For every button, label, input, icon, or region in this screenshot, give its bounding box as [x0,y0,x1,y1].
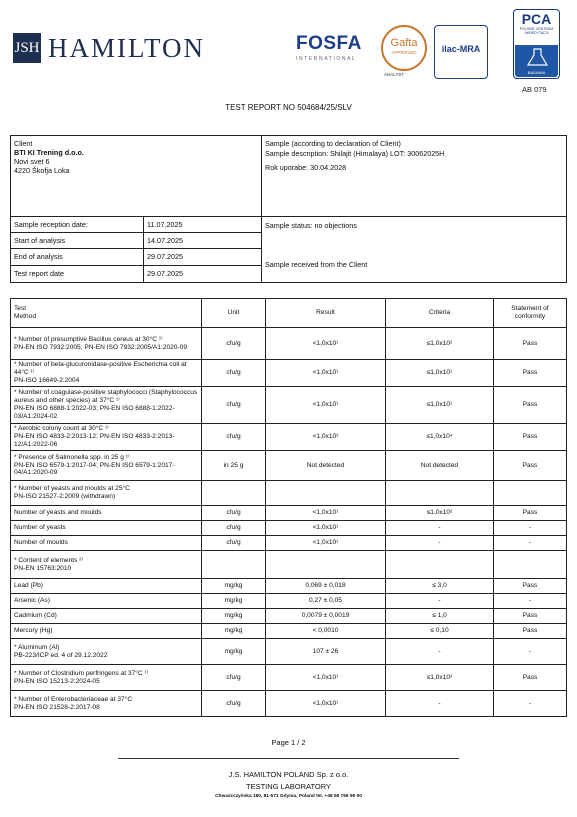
row-statement: - [494,691,567,717]
row-criteria: ≤ 0,10 [386,624,494,639]
row-statement: - [494,521,567,536]
row-criteria: - [386,639,494,665]
row-statement: - [494,594,567,609]
row-statement: Pass [494,506,567,521]
row-method: Number of yeasts and moulds [11,506,202,521]
row-method: * Content of elements ²⁾ PN-EN 15763:2010 [11,551,202,579]
table-row [11,609,567,624]
table-row [11,536,567,551]
gafta-logo [381,25,427,71]
row-statement [494,551,567,579]
table-row [11,328,567,360]
row-method: * Number of Clostridium perfringens at 37°C ¹⁾ PN-EN ISO 15213-2:2024-05 [11,665,202,691]
row-criteria [386,551,494,579]
hamilton-logo-mark: JSH [13,33,41,63]
row-unit: cfu/g [202,665,266,691]
header-result: Result [266,299,386,328]
header-criteria: Criteria [386,299,494,328]
row-method: Lead (Pb) [11,579,202,594]
pca-badania: BADANIA [527,70,546,75]
row-unit: cfu/g [202,536,266,551]
row-criteria: - [386,691,494,717]
row-unit: cfu/g [202,424,266,451]
flask-icon [515,45,560,69]
hamilton-logo-text: HAMILTON [48,33,206,63]
sample-info-box [261,135,567,217]
row-method: Mercury (Hg) [11,624,202,639]
client-city: 4220 Škofja Loka [14,166,70,175]
client-box [10,135,262,217]
table-row [11,579,567,594]
row-result: <1,0x10¹ [266,665,386,691]
row-method: * Presence of Salmonella spp. in 25 g ¹⁾ PN-EN ISO 6579-1:2017-04; PN-EN ISO 6579-1:2017-04/A1:2020-09 [11,451,202,481]
pca-name: PCA [521,11,552,27]
date-label: End of analysis [10,248,144,266]
row-criteria: ≤1,0x10¹ [386,387,494,424]
row-method: * Number of beta-glucuronidase-positive Escherichia coli at 44°C ¹⁾ PN-ISO 16649-2:2004 [11,360,202,387]
row-result: <1,0x10¹ [266,536,386,551]
footer-divider [118,758,459,759]
row-method: Number of yeasts [11,521,202,536]
sample-expiry: Rok uporabe: 30.04.2028 [265,163,347,172]
row-method: * Number of Enterobacteriaceae at 37°C PN-EN ISO 21528-2:2017-08 [11,691,202,717]
header-statement: Statement of conformity [494,299,567,328]
row-criteria: ≤ 1,0 [386,609,494,624]
client-label: Client [14,139,33,148]
row-statement: - [494,536,567,551]
date-value: 14.07.2025 [143,232,262,249]
fosfa-name: FOSFA [296,33,362,54]
date-value: 29.07.2025 [143,265,262,283]
fosfa-sub: INTERNATIONAL [296,56,357,62]
row-unit: cfu/g [202,691,266,717]
ilac-mra-logo [434,25,488,79]
row-criteria: ≤1,0x10⁴ [386,424,494,451]
table-header-row [11,299,567,328]
row-unit: mg/kg [202,639,266,665]
row-criteria: ≤1,0x10² [386,506,494,521]
row-method: * Aerobic colony count at 30°C ¹⁾ PN-EN ISO 4833-2:2013-12; PN-EN ISO 4833-2:2013-12/A1:2022-06 [11,424,202,451]
row-method: * Aluminum (Al) PB-223/ICP ed. 4 of 29.12.2022 [11,639,202,665]
row-statement [494,481,567,506]
row-result: < 0,0010 [266,624,386,639]
row-result: 0,0079 ± 0,0019 [266,609,386,624]
row-statement: Pass [494,328,567,360]
gafta-sub: ANALYST [384,72,405,77]
row-unit: cfu/g [202,387,266,424]
row-criteria: ≤1,0x10² [386,328,494,360]
client-name: BTI KI Trening d.o.o. [14,148,84,157]
row-criteria [386,481,494,506]
results-table-body [11,328,567,717]
table-row [11,424,567,451]
row-criteria: - [386,594,494,609]
row-unit: cfu/g [202,521,266,536]
row-result: <1,0x10¹ [266,328,386,360]
row-statement: Pass [494,579,567,594]
row-method: Cadmium (Cd) [11,609,202,624]
row-unit: mg/kg [202,609,266,624]
accreditation-code: AB 079 [522,85,547,94]
sample-status-box [261,216,567,283]
row-statement: Pass [494,424,567,451]
table-row [11,521,567,536]
table-row [11,387,567,424]
table-row [11,691,567,717]
row-method: Number of moulds [11,536,202,551]
footer-address: Chwaszczyńska 180, 81-571 Gdynia, Poland tel. +48 58 766 99 00 [215,794,362,799]
row-method: * Number of presumptive Bacillus cereus at 30°C ¹⁾ PN-EN ISO 7932:2005; PN-EN ISO 7932:2005/A1:2020-09 [11,328,202,360]
ilac-name: ilac-MRA [441,44,481,54]
row-criteria: - [386,536,494,551]
fosfa-logo [296,33,374,62]
page-number: Page 1 / 2 [271,738,306,747]
row-criteria: ≤1,0x10¹ [386,360,494,387]
row-result: Not detected [266,451,386,481]
date-value: 29.07.2025 [143,248,262,266]
pca-sub: POLSKIE CENTRUM AKREDYTACJI [519,27,554,35]
row-result: 107 ± 26 [266,639,386,665]
row-statement: Pass [494,624,567,639]
row-statement: Pass [494,360,567,387]
row-result: <1,0x10¹ [266,506,386,521]
date-label: Test report date [10,265,144,283]
results-table [10,298,567,717]
row-result [266,551,386,579]
header-unit: Unit [202,299,266,328]
date-label: Sample reception date: [10,216,144,233]
table-row [11,360,567,387]
table-row [11,506,567,521]
footer-company: J.S. HAMILTON POLAND Sp. z o.o. [228,770,349,779]
row-result: <1,0x10¹ [266,521,386,536]
row-criteria: ≤ 3,0 [386,579,494,594]
row-unit: mg/kg [202,579,266,594]
pca-badge [515,45,558,77]
row-result [266,481,386,506]
row-criteria: ≤1,0x10² [386,665,494,691]
row-unit: cfu/g [202,328,266,360]
row-method: * Number of coagulase-positive staphylococci (Staphylococcus aureus and other species) at 37°C ¹⁾ PN-EN ISO 6888-1:2022-03; PN-EN ISO 6888-1:2022-03/A1:2024-02 [11,387,202,424]
row-result: <1,0x10¹ [266,691,386,717]
row-statement: Pass [494,387,567,424]
date-value: 11.07.2025 [143,216,262,233]
row-unit: cfu/g [202,506,266,521]
row-result: 0,27 ± 0,05 [266,594,386,609]
table-row [11,451,567,481]
sample-description: Sample description: Shilajit (Himalaya) LOT: 30062025H [265,149,445,158]
row-unit: in 25 g [202,451,266,481]
report-header [0,0,577,100]
row-method: * Number of yeasts and moulds at 25°C PN-ISO 21527-2:2009 (withdrawn) [11,481,202,506]
sample-status: Sample status: no objections [265,221,357,230]
sample-declaration: Sample (according to declaration of Client) [265,139,401,148]
row-unit: mg/kg [202,624,266,639]
pca-accreditation-logo [513,9,560,79]
table-row [11,551,567,579]
header-test-method: Test Method [11,299,202,328]
row-result: 0,069 ± 0,018 [266,579,386,594]
row-result: <1,0x10² [266,424,386,451]
client-street: Novi svet 6 [14,157,50,166]
footer-lab: TESTING LABORATORY [245,782,332,791]
date-label: Start of analysis [10,232,144,249]
report-title: TEST REPORT NO 504684/25/SLV [225,103,352,112]
table-row [11,665,567,691]
row-result: <1,0x10¹ [266,360,386,387]
table-row [11,624,567,639]
row-unit [202,551,266,579]
gafta-name: Gafta [390,37,418,49]
row-criteria: Not detected [386,451,494,481]
row-statement: - [494,639,567,665]
table-row [11,639,567,665]
row-statement: Pass [494,609,567,624]
row-statement: Pass [494,665,567,691]
table-row [11,481,567,506]
sample-received: Sample received from the Client [265,260,368,269]
row-statement: Pass [494,451,567,481]
row-result: <1,0x10¹ [266,387,386,424]
table-row [11,594,567,609]
row-unit [202,481,266,506]
gafta-approved: APPROVED [391,50,417,55]
row-criteria: - [386,521,494,536]
row-unit: mg/kg [202,594,266,609]
row-method: Arsenic (As) [11,594,202,609]
row-unit: cfu/g [202,360,266,387]
